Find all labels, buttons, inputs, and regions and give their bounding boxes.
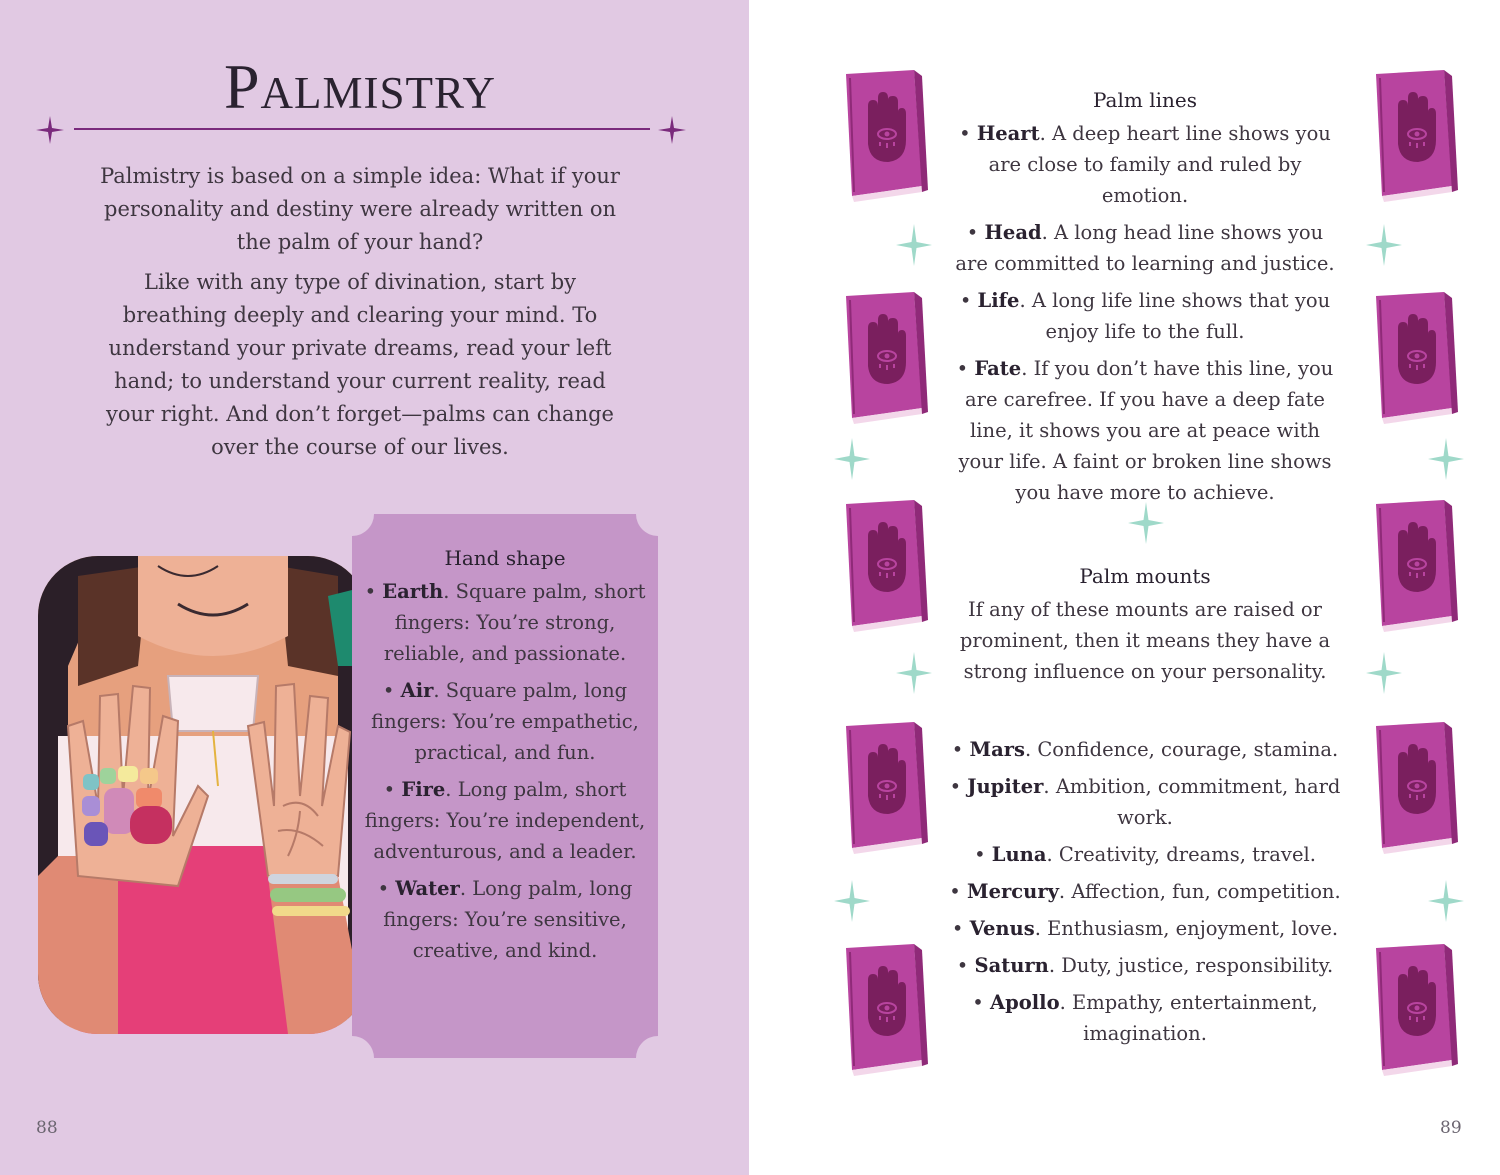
book-icon (1366, 942, 1458, 1078)
page-number: 89 (1440, 1118, 1462, 1138)
list-item: • Venus. Enthusiasm, enjoyment, love. (951, 917, 1339, 940)
list-item: • Heart. A deep heart line shows you are close to family and ruled by emotion. (959, 122, 1331, 207)
palm-mounts-list (948, 734, 1342, 1049)
palm-lines-section (948, 88, 1342, 514)
page-number: 88 (36, 1118, 58, 1138)
sparkle-icon (1428, 880, 1464, 926)
list-item: • Luna. Creativity, dreams, travel. (974, 843, 1316, 866)
book-icon (836, 720, 928, 856)
list-item: • Earth. Square palm, short fingers: You’re strong, reliable, and passionate. (364, 580, 646, 665)
book-icon (836, 290, 928, 426)
book-icon (1366, 720, 1458, 856)
list-item: • Mercury. Affection, fun, competition. (949, 880, 1341, 903)
list-item: • Saturn. Duty, justice, responsibility. (956, 954, 1334, 977)
sparkle-icon (896, 224, 932, 270)
palm-lines-list (948, 118, 1342, 508)
hand-shape-panel (352, 514, 658, 1058)
book-icon (836, 68, 928, 204)
book-icon (1366, 290, 1458, 426)
list-item: • Jupiter. Ambition, commitment, hard work. (949, 775, 1341, 829)
palm-reading-illustration (38, 556, 368, 1034)
left-page (0, 0, 749, 1175)
palm-mounts-intro: If any of these mounts are raised or prominent, then it means they have a strong influence on your personality. (959, 598, 1331, 683)
list-item: • Apollo. Empathy, entertainment, imagination. (972, 991, 1318, 1045)
sparkle-icon (1366, 652, 1402, 698)
book-icon (1366, 68, 1458, 204)
list-item: • Life. A long life line shows that you enjoy life to the full. (959, 289, 1331, 343)
intro-paragraph: Like with any type of divination, start by breathing deeply and clearing your mind. To understand your private dreams, read your left hand; to understand your current reality, read your right. And don’t forget—palms can change over the course of our lives. (106, 270, 614, 459)
list-item: • Fire. Long palm, short fingers: You’re independent, adventurous, and a leader. (364, 778, 646, 863)
sparkle-icon (1366, 224, 1402, 270)
list-item: • Mars. Confidence, courage, stamina. (951, 738, 1339, 761)
sparkle-icon (834, 438, 870, 484)
list-item: • Head. A long head line shows you are committed to learning and justice. (955, 221, 1335, 275)
sparkle-icon (896, 652, 932, 698)
sparkle-icon (834, 880, 870, 926)
palm-mounts-heading: Palm mounts (1079, 564, 1211, 588)
book-icon (836, 498, 928, 634)
book-icon (1366, 498, 1458, 634)
sparkle-icon (658, 116, 686, 144)
hand-shape-list (352, 576, 658, 966)
sparkle-icon (1428, 438, 1464, 484)
title-divider (74, 128, 650, 130)
list-item: • Water. Long palm, long fingers: You’re sensitive, creative, and kind. (377, 877, 633, 962)
intro-paragraph: Palmistry is based on a simple idea: What if your personality and destiny were already written on the palm of your hand? (100, 164, 620, 254)
sparkle-icon (36, 116, 64, 144)
list-item: • Fate. If you don’t have this line, you are carefree. If you have a deep fate line, it shows you are at peace with your life. A faint or broken line shows you have more to achieve. (956, 357, 1334, 504)
book-icon (836, 942, 928, 1078)
list-item: • Air. Square palm, long fingers: You’re empathetic, practical, and fun. (371, 679, 639, 764)
hand-shape-heading: Hand shape (444, 546, 566, 570)
palm-mounts-section (948, 564, 1342, 687)
palm-lines-heading: Palm lines (1093, 88, 1197, 112)
page-title: Palmistry (223, 51, 497, 122)
palm-mounts-list-section (948, 734, 1342, 1055)
